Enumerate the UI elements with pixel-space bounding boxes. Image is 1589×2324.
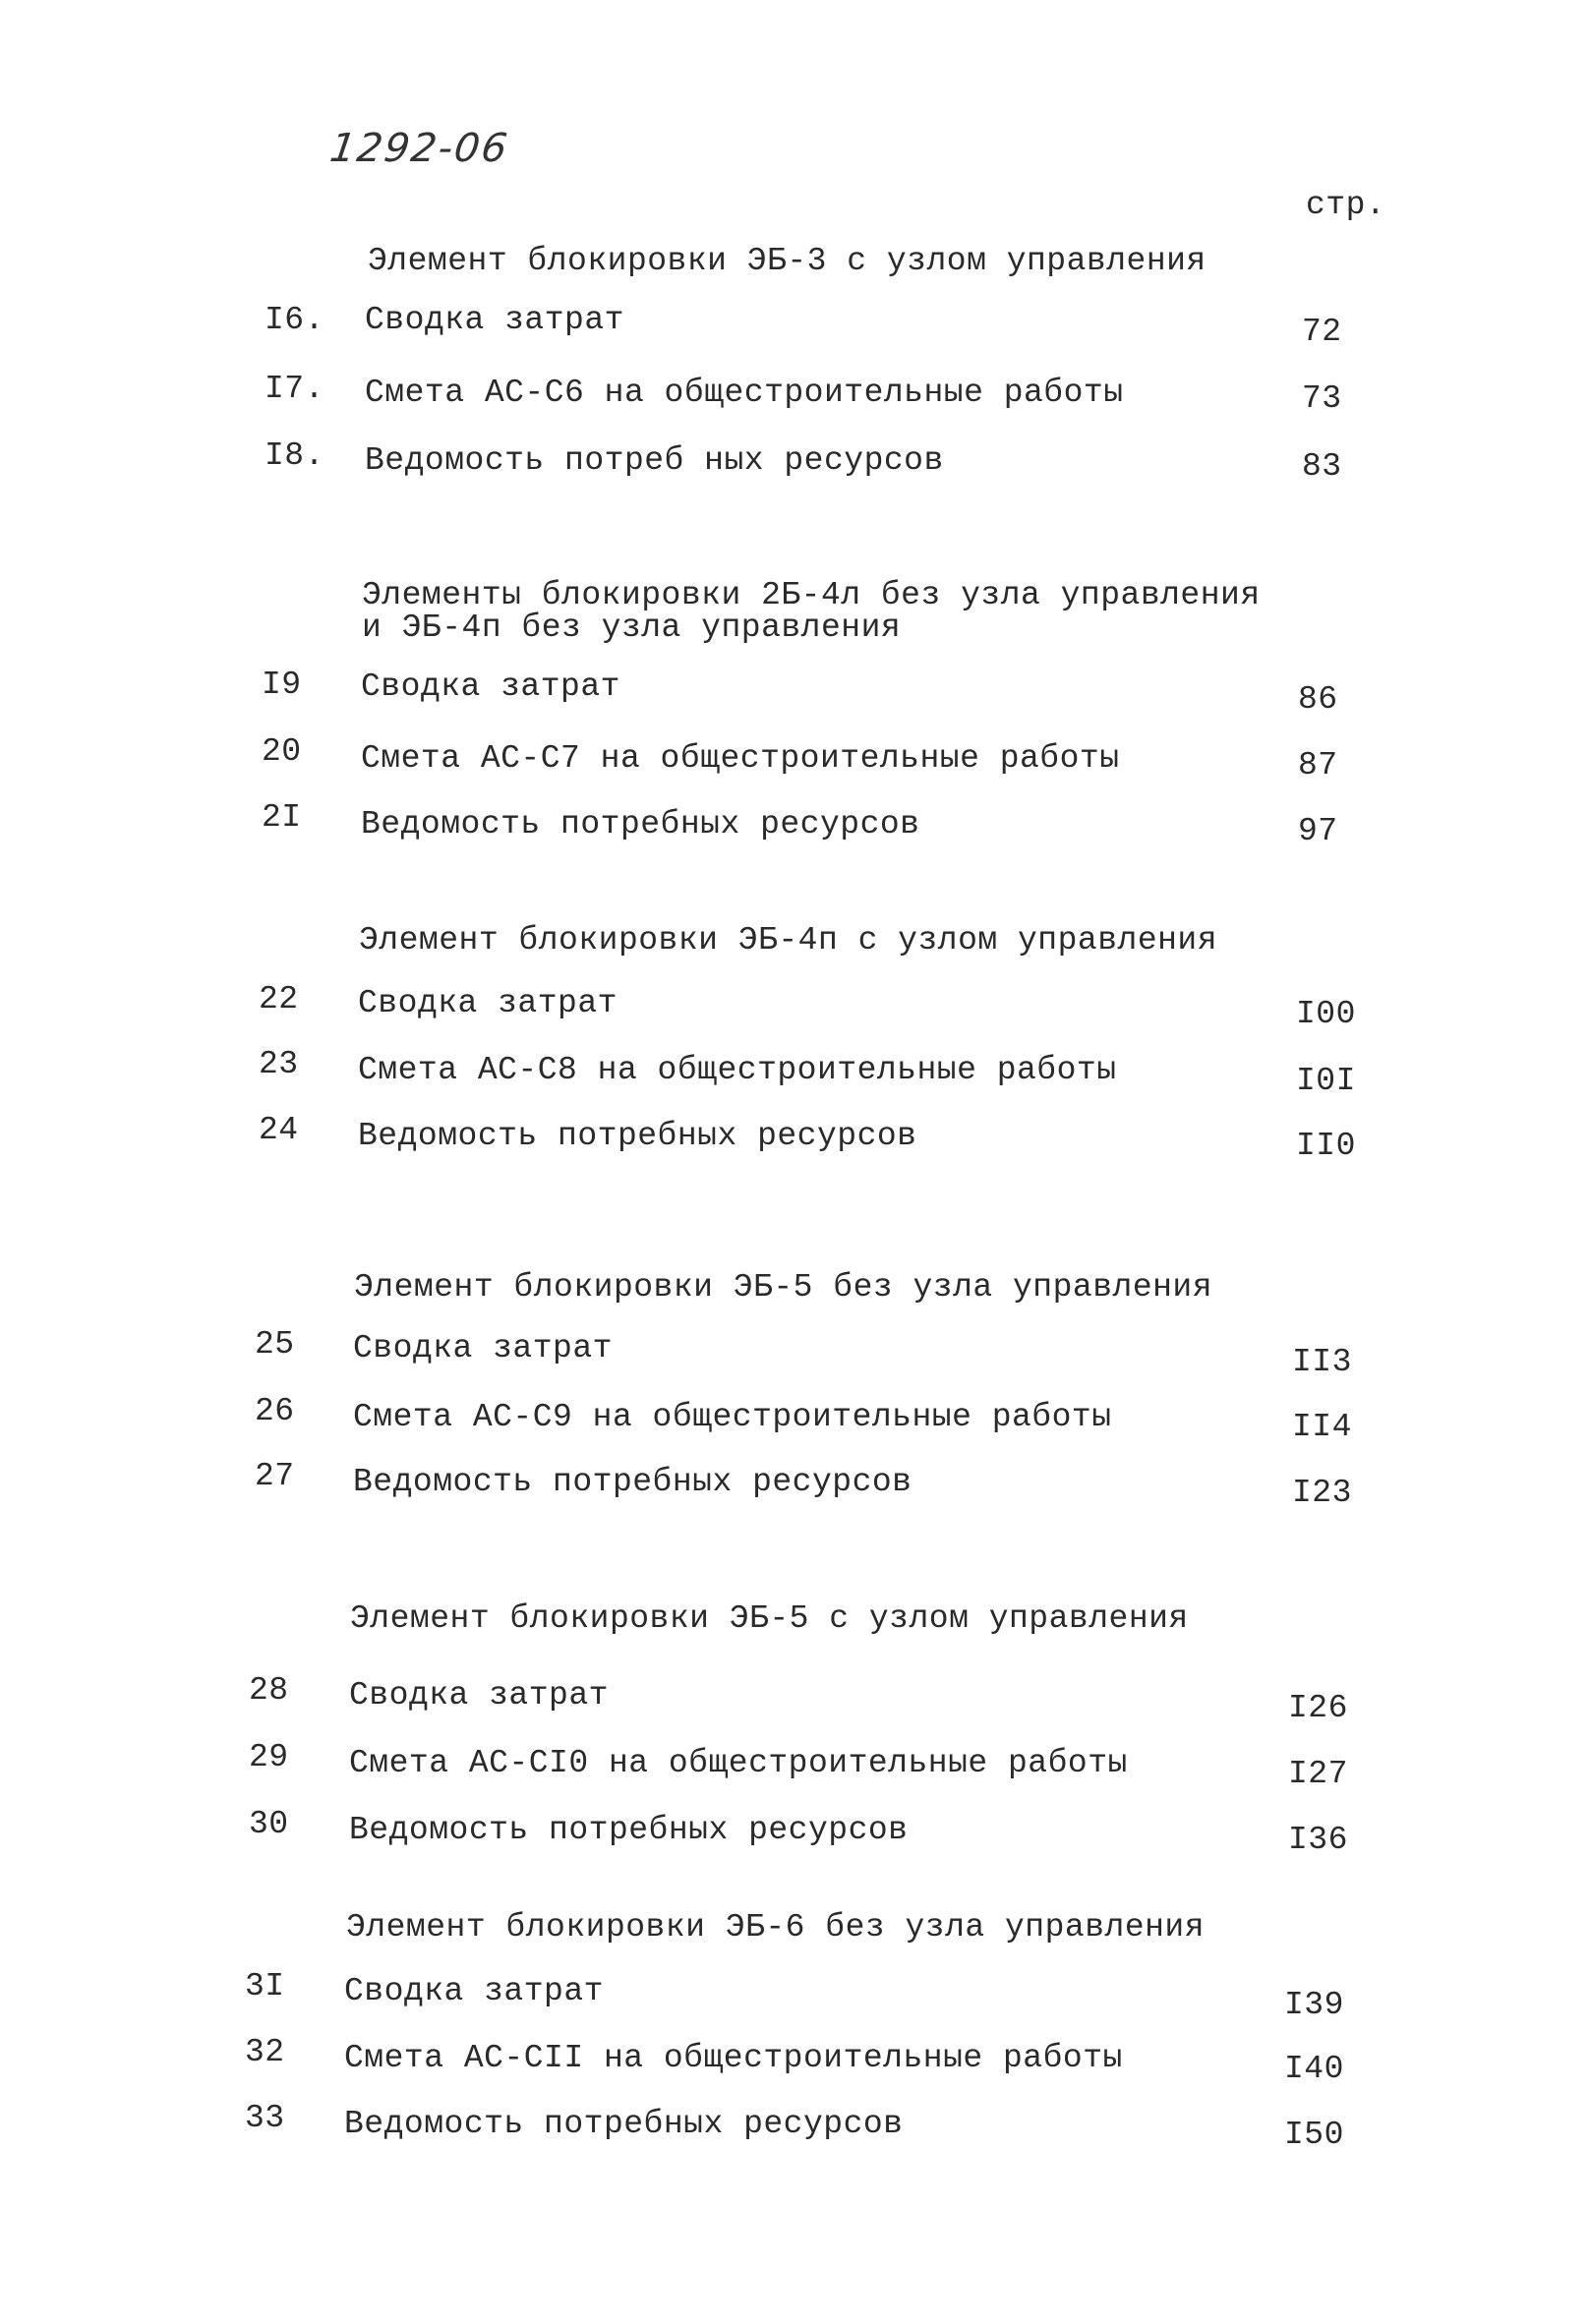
item-number: 25 — [255, 1326, 295, 1363]
item-number: 27 — [255, 1458, 295, 1494]
item-number: 3I — [245, 1968, 285, 2004]
item-title: Смета АС-СII на общестроительные работы — [344, 2040, 1123, 2076]
item-number: I7. — [265, 371, 324, 407]
item-title: Ведомость потреб ных ресурсов — [365, 442, 944, 479]
item-number: 33 — [245, 2100, 285, 2136]
item-page: I26 — [1288, 1690, 1348, 1726]
item-page: I27 — [1288, 1756, 1348, 1792]
item-page: 87 — [1298, 747, 1338, 784]
item-title: Сводка затрат — [344, 1973, 604, 2009]
item-page: I40 — [1284, 2051, 1344, 2087]
item-number: I9 — [262, 667, 302, 703]
document-number: 1292-06 — [326, 126, 512, 171]
item-page: II3 — [1292, 1344, 1352, 1380]
item-title: Смета АС-С6 на общестроительные работы — [365, 375, 1124, 411]
item-page: I36 — [1288, 1822, 1348, 1858]
item-page: I39 — [1284, 1987, 1344, 2023]
item-number: 22 — [259, 981, 299, 1017]
item-number: 2I — [262, 799, 302, 836]
item-page: I00 — [1296, 996, 1356, 1032]
item-title: Ведомость потребных ресурсов — [361, 806, 920, 842]
section-heading: Элемент блокировки ЭБ-3 с узлом управления — [368, 243, 1206, 279]
item-title: Смета АС-С9 на общестроительные работы — [353, 1399, 1112, 1435]
item-page: II4 — [1292, 1409, 1352, 1445]
item-title: Смета АС-С7 на общестроительные работы — [361, 740, 1120, 777]
item-title: Сводка затрат — [349, 1677, 609, 1714]
item-page: 83 — [1302, 448, 1342, 485]
item-title: Сводка затрат — [365, 302, 624, 338]
item-number: I8. — [265, 437, 324, 474]
item-number: I6. — [265, 302, 324, 338]
item-number: 20 — [262, 733, 302, 770]
item-page: 72 — [1302, 314, 1342, 350]
item-title: Ведомость потребных ресурсов — [349, 1812, 909, 1848]
item-title: Сводка затрат — [353, 1330, 613, 1366]
item-page: I23 — [1292, 1475, 1352, 1511]
item-number: 23 — [259, 1046, 299, 1082]
section-heading: Элемент блокировки ЭБ-5 без узла управления — [354, 1269, 1213, 1306]
item-page: I50 — [1284, 2117, 1344, 2153]
item-number: 24 — [259, 1112, 299, 1148]
item-title: Смета АС-С8 на общестроительные работы — [358, 1052, 1117, 1088]
item-title: Ведомость потребных ресурсов — [358, 1118, 917, 1154]
item-title: Сводка затрат — [358, 985, 618, 1021]
item-title: Смета АС-СI0 на общестроительные работы — [349, 1745, 1128, 1781]
section-heading: и ЭБ-4п без узла управления — [362, 610, 902, 646]
item-number: 30 — [249, 1806, 289, 1842]
item-number: 26 — [255, 1393, 295, 1429]
item-number: 29 — [249, 1739, 289, 1775]
item-title: Сводка затрат — [361, 668, 620, 705]
item-page: 73 — [1302, 380, 1342, 417]
item-title: Ведомость потребных ресурсов — [344, 2106, 904, 2142]
item-number: 28 — [249, 1672, 289, 1709]
item-page: I0I — [1296, 1063, 1356, 1099]
section-heading: Элемент блокировки ЭБ-5 с узлом управления — [350, 1600, 1189, 1637]
item-page: 97 — [1298, 813, 1338, 849]
section-heading: Элемент блокировки ЭБ-4п с узлом управления — [359, 922, 1218, 959]
item-title: Ведомость потребных ресурсов — [353, 1464, 912, 1500]
page-column-label: стр. — [1306, 187, 1386, 223]
section-heading: Элементы блокировки 2Б-4л без узла управления — [362, 577, 1261, 613]
item-page: 86 — [1298, 681, 1338, 718]
item-number: 32 — [245, 2034, 285, 2070]
item-page: II0 — [1296, 1128, 1356, 1164]
section-heading: Элемент блокировки ЭБ-6 без узла управления — [346, 1909, 1206, 1946]
